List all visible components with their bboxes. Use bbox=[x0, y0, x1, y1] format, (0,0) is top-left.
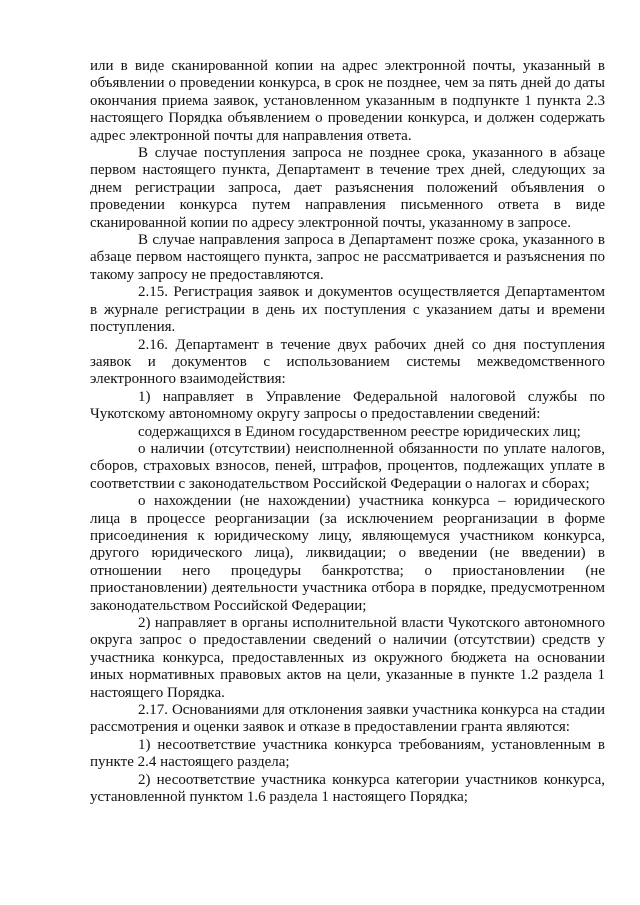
paragraph-2-16-item-1: 1) направляет в Управление Федеральной налоговой службы по Чукотскому автономному округу запросы о предоставлении сведений: bbox=[90, 388, 605, 423]
paragraph-2-17-item-2: 2) несоответствие участника конкурса категории участников конкурса, установленной пунктом 1.6 раздела 1 настоящего Порядка; bbox=[90, 771, 605, 806]
document-page bbox=[90, 58, 605, 806]
paragraph-timely-request: В случае поступления запроса не позднее срока, указанного в абзаце первом настоящего пункта, Департамент в течение трех дней, следующих за днем регистрации запроса, дает разъяснения положений объявления о проведении конкурса путем направления письменного ответа в виде сканированной копии по адресу электронной почты, указанному в запросе. bbox=[90, 145, 605, 231]
paragraph-2-16: 2.16. Департамент в течение двух рабочих дней со дня поступления заявок и документов с использованием системы межведомственного электронного взаимодействия: bbox=[90, 336, 605, 388]
paragraph-request-continuation: или в виде сканированной копии на адрес электронной почты, указанный в объявлении о проведении конкурса, в срок не позднее, чем за пять дней до даты окончания приема заявок, установленном указанным в подпункте 1 пункта 2.3 настоящего Порядка объявлением о проведении конкурса, и должен содержать адрес электронной почты для направления ответа. bbox=[90, 58, 605, 144]
paragraph-2-17: 2.17. Основаниями для отклонения заявки участника конкурса на стадии рассмотрения и оценки заявок и отказе в предоставлении гранта являются: bbox=[90, 702, 605, 736]
paragraph-late-request: В случае направления запроса в Департамент позже срока, указанного в абзаце первом настоящего пункта, запрос не рассматривается и разъяснения по такому запросу не предоставляются. bbox=[90, 232, 605, 283]
paragraph-reorganization: о нахождении (не нахождении) участника конкурса – юридического лица в процессе реорганизации (за исключением реорганизации в форме присоединения к юридическому лицу, являющемуся участником конкурса, другого юридического лица), ликвидации; о введении (не введении) в отношении него процедуры банкротства; о приостановлении (не приостановлении) деятельности участника отбора в порядке, предусмотренном законодательством Российской Федерации; bbox=[90, 493, 605, 614]
paragraph-tax-obligations: о наличии (отсутствии) неисполненной обязанности по уплате налогов, сборов, страховых взносов, пеней, штрафов, процентов, подлежащих уплате в соответствии с законодательством Российской Федерации о налогах и сборах; bbox=[90, 440, 605, 492]
paragraph-2-15: 2.15. Регистрация заявок и документов осуществляется Департаментом в журнале регистрации в день их поступления с указанием даты и времени поступления. bbox=[90, 284, 605, 336]
paragraph-2-16-item-2: 2) направляет в органы исполнительной власти Чукотского автономного округа запрос о предоставлении сведений о наличии (отсутствии) средств у участника конкурса, предоставленных из окружного бюджета на основании иных нормативных правовых актов на цели, указанные в пункте 1.2 раздела 1 настоящего Порядка. bbox=[90, 615, 605, 701]
paragraph-2-17-item-1: 1) несоответствие участника конкурса требованиям, установленным в пункте 2.4 настоящего раздела; bbox=[90, 736, 605, 771]
paragraph-egrul-info: содержащихся в Едином государственном реестре юридических лиц; bbox=[138, 423, 581, 440]
